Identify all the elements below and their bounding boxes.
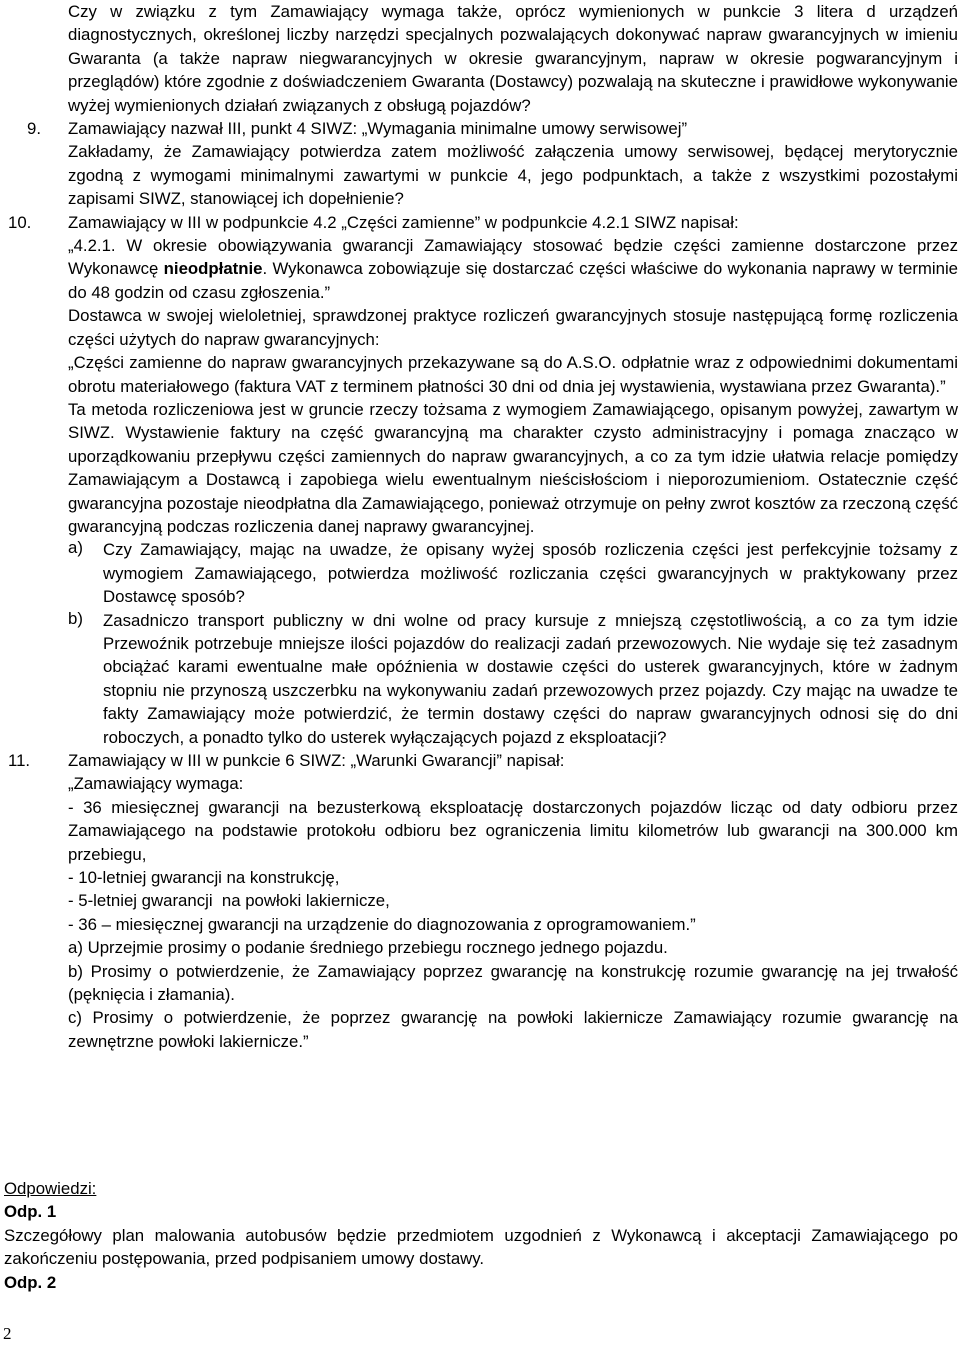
question-11-a: a) Uprzejmie prosimy o podanie średniego przebiegu rocznego jednego pojazdu. <box>68 938 668 958</box>
question-8-continuation: Czy w związku z tym Zamawiający wymaga także, oprócz wymienionych w punkcie 3 litera d urządzeń diagnostycznych, określonej liczby narzędzi specjalnych pozwalających dokonywać napraw gwarancyjnych w imieniu Gwaranta (a także napraw niegwarancyjnych w okresie gwarancyjnym, napraw w okresie pogwarancyjnym i przeglądów) które zgodnie z doświadczeniem Gwaranta (Dostawcy) pozwalają na skuteczne i prawidłowe wykonywanie wyżej wymienionych działań związanych z obsługą pojazdów? <box>68 2 958 115</box>
question-9-heading: Zamawiający nazwał III, punkt 4 SIWZ: „Wymagania minimalne umowy serwisowej” <box>68 119 688 139</box>
question-11-c: c) Prosimy o potwierdzenie, że poprzez gwarancję na powłoki lakiernicze Zamawiający rozumie gwarancję na zewnętrzne powłoki lakiernicze.” <box>68 1008 958 1051</box>
question-11-b: b) Prosimy o potwierdzenie, że Zamawiający poprzez gwarancję na konstrukcję rozumie gwarancję na jej trwałość (pęknięcia i złamania). <box>68 961 958 1005</box>
question-11-l3: - 10-letniej gwarancji na konstrukcję, <box>68 868 340 888</box>
answers-heading: Odpowiedzi: <box>4 1179 97 1198</box>
answer-2-label: Odp. 2 <box>4 1272 57 1292</box>
question-10-number: 10. <box>8 212 32 232</box>
question-10-para4: Ta metoda rozliczeniowa jest w gruncie rzeczy tożsama z wymogiem Zamawiającego, opisanym powyżej, zawartym w SIWZ. Wystawienie faktury na część gwarancyjną ma charakter czysto administracyjny i pomaga znacząco w uporządkowaniu przepływu części zamiennych do napraw gwarancyjnych, a co za tym idzie ułatwia relacje pomiędzy Zamawiającym a Dostawcą i zapobiega wielu ewentualnym nieścisłościom i nieporozumieniom. Ostatecznie część gwarancyjna pozostaje nieodpłatna dla Zamawiającego, ponieważ otrzymuje on pełny zwrot kosztów za rzeczoną część gwarancyjną podczas rozliczenia danej naprawy gwarancyjnej. <box>68 399 958 536</box>
question-9 <box>27 117 958 211</box>
question-11-l2: - 36 miesięcznej gwarancji na bezusterkową eksploatację dostarczonych pojazdów licząc od daty odbioru przez Zamawiającego na podstawie protokołu odbioru bez ograniczenia limitu kilometrów lub gwarancji na 300.000 km przebiegu, <box>68 797 958 864</box>
sub-a-text: Czy Zamawiający, mając na uwadze, że opisany wyżej sposób rozliczenia części jest perfekcyjnie tożsamy z wymogiem Zamawiającego, potwierdza możliwość rozliczania części gwarancyjnych w praktykowany przez Dostawcę sposób? <box>103 540 958 607</box>
quote-text-start: „4.2.1. W okresie obowiązywania gwarancji Zamawiający stosować będzie części zamienne dostarczone przez Wykonawcę <box>68 236 958 279</box>
question-10-sub-a <box>68 538 958 608</box>
sub-b-text: Zasadniczo transport publiczny w dni wolne od pracy kursuje z mniejszą częstotliwością, a co za tym idzie Przewoźnik potrzebuje mniejsze ilości pojazdów do realizacji zadań przewozowych. Nie wydaje się też zasadnym obciążać karami ewentualne małe opóźnienia w dostawie części do usterek gwarancyjnych, które w żadnym stopniu nie przynoszą uszczerbku na wykonywaniu zadań przewozowych przez pojazdy. Czy mając na uwadze te fakty Zamawiający może potwierdzić, że termin dostawy części do napraw gwarancyjnych odnosi się do dni roboczych, a ponadto tylko do usterek wyłączających pojazd z eksploatacji? <box>103 610 958 747</box>
question-10-para2: Dostawca w swojej wieloletniej, sprawdzonej praktyce rozliczeń gwarancyjnych stosuje następującą formę rozliczenia części użytych do napraw gwarancyjnych: <box>68 306 958 349</box>
question-11-heading: Zamawiający w III w punkcie 6 SIWZ: „Warunki Gwarancji” napisał: <box>68 751 565 770</box>
question-11-number: 11. <box>8 751 31 770</box>
question-10 <box>8 211 959 749</box>
quote-bold-word: nieodpłatnie <box>163 259 263 279</box>
questions-block <box>8 0 959 1053</box>
question-10-sub-b <box>68 609 958 749</box>
question-11-l1: „Zamawiający wymaga: <box>68 774 244 794</box>
answers-block <box>4 1177 958 1294</box>
answer-1-label: Odp. 1 <box>4 1202 57 1222</box>
answer-1-text: Szczegółowy plan malowania autobusów będzie przedmiotem uzgodnień z Wykonawcą i akceptacji Zamawiającego po zakończeniu postępowania, przed podpisaniem umowy dostawy. <box>4 1225 958 1269</box>
sub-b-label: b) <box>68 608 83 628</box>
question-11-l4: - 5-letniej gwarancji na powłoki lakiernicze, <box>68 891 390 911</box>
question-9-number: 9. <box>27 119 41 139</box>
question-11 <box>8 749 958 1053</box>
question-9-text: Zakładamy, że Zamawiający potwierdza zatem możliwość załączenia umowy serwisowej, będącej merytorycznie zgodną z wymogami minimalnymi zawartymi w punkcie 4, jego podpunktach, a także z wszystkimi pozostałymi zapisami SIWZ, stanowiącej ich dopełnienie? <box>68 142 958 209</box>
quote-text-end: . Wykonawca zobowiązuje się dostarczać części właściwe do wykonania naprawy w terminie do 48 godzin od czasu zgłoszenia.” <box>68 259 959 302</box>
sub-a-label: a) <box>68 538 83 558</box>
question-10-heading: Zamawiający w III w podpunkcie 4.2 „Części zamienne” w podpunkcie 4.2.1 SIWZ napisał: <box>68 212 739 232</box>
question-11-l5: - 36 – miesięcznej gwarancji na urządzenie do diagnozowania z oprogramowaniem.” <box>68 914 696 934</box>
question-10-para3: „Części zamienne do napraw gwarancyjnych przekazywane są do A.S.O. odpłatnie wraz z odpowiednimi dokumentami obrotu materiałowego (faktura VAT z terminem płatności 30 dni od dnia jej wystawienia, wystawiana przez Gwaranta).” <box>68 353 958 396</box>
page-number: 2 <box>3 1324 12 1343</box>
question-10-quote <box>68 234 958 304</box>
